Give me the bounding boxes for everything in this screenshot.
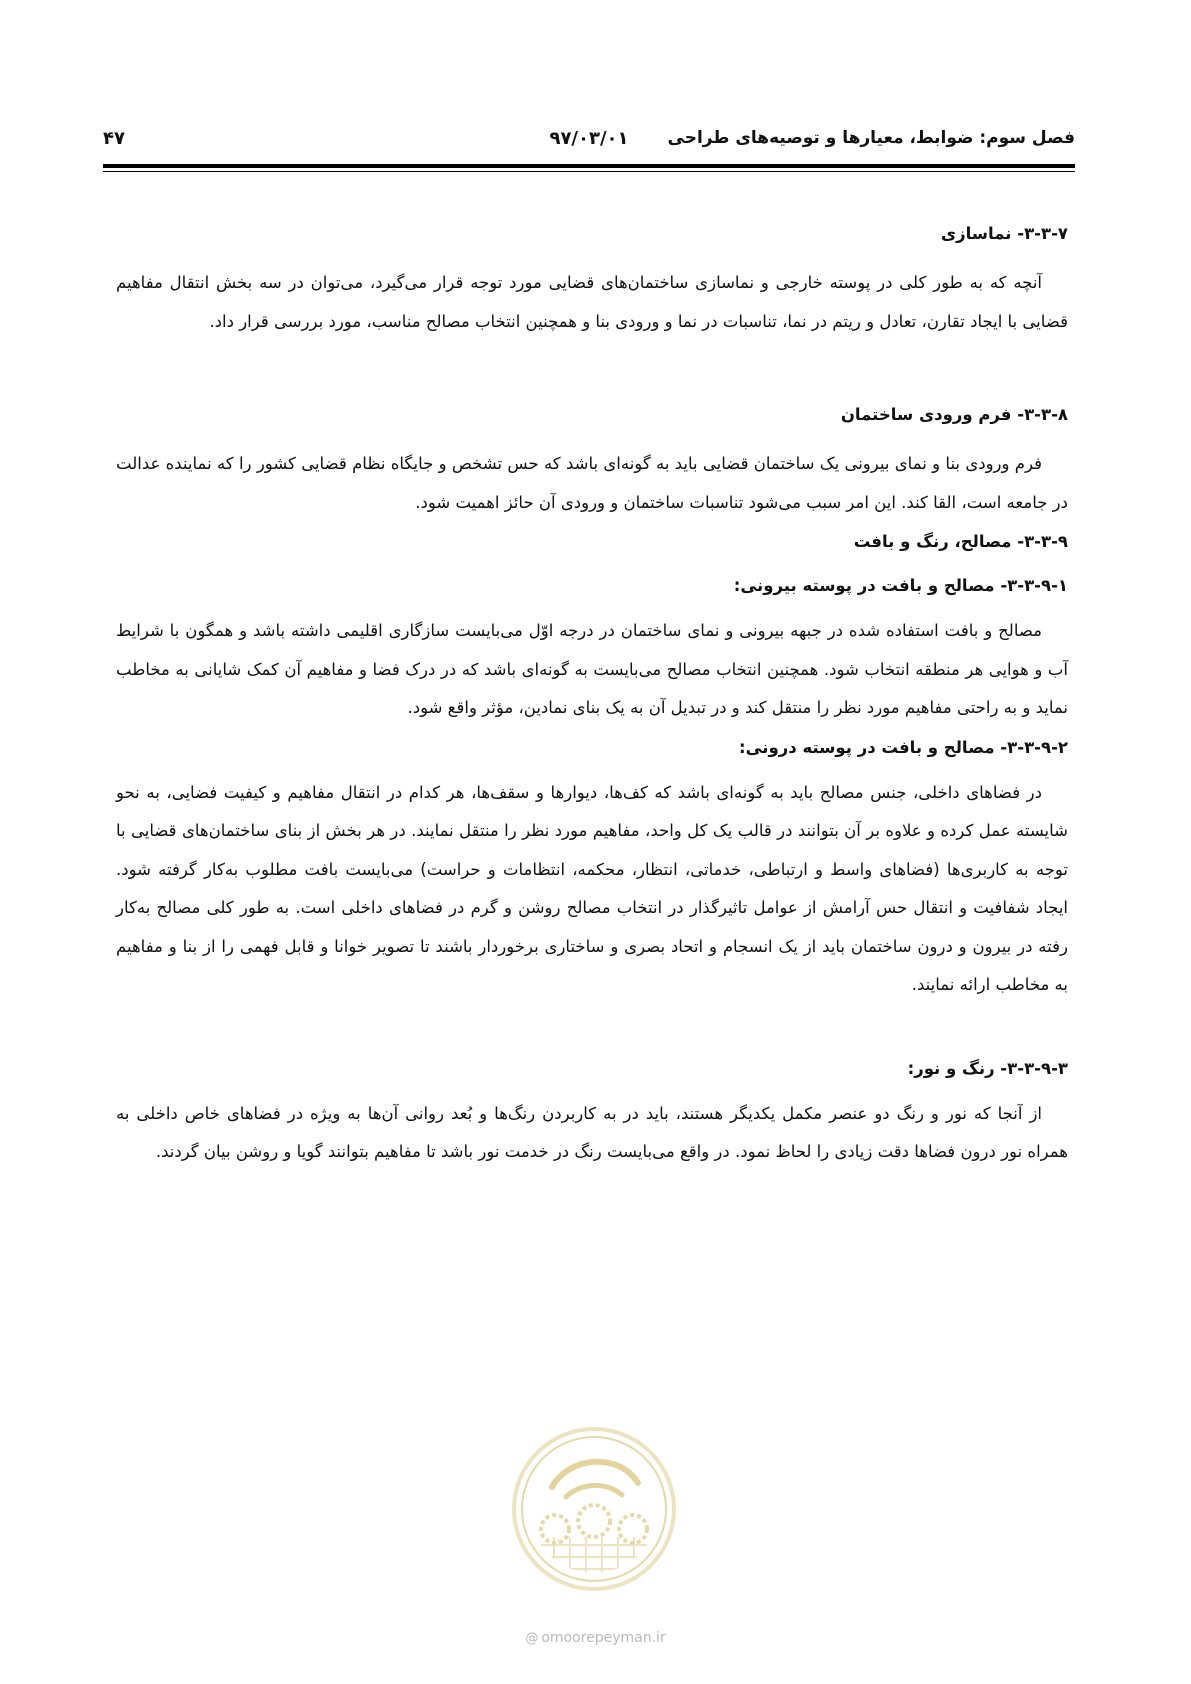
section-heading-interior-materials: ۳-۳-۹-۲- مصالح و بافت در پوسته درونی: (738, 737, 1068, 757)
chapter-title: فصل سوم: ضوابط، معیارها و توصیه‌های طراحی (667, 128, 1075, 148)
section-paragraph-facade: آنچه که به طور کلی در پوسته خارجی و نماسازی ساختمان‌های قضایی مورد توجه قرار می‌گیرد، می‌توان در سه بخش انتقال مفاهیم قضایی با ایجاد تقارن، تعادل و ریتم در نما، تناسبات در نما و ورودی بنا و همچنین انتخاب مصالح مناسب، مورد بررسی قرار داد. (116, 273, 1068, 331)
watermark-site (0, 1630, 1191, 1646)
page-number: ۴۷ (103, 128, 125, 149)
header-rule-thick (103, 164, 1075, 168)
section-paragraph-color-light: از آنجا که نور و رنگ دو عنصر مکمل یکدیگر هستند، باید در به کاربردن رنگ‌ها و بُعد روانی آن‌ها به ویژه در فضاهای خاص داخلی به همراه نور درون فضاها دقت زیادی را لحاظ نمود. در واقع می‌بایست رنگ در خدمت نور باشد تا مفاهیم بتوانند گویا و روشن بیان گردند. (116, 1103, 1068, 1161)
watermark-site-text: omoorepeyman.ir (541, 1630, 666, 1646)
page-header (103, 128, 1075, 162)
section-heading-entrance: ۳-۳-۸- فرم ورودی ساختمان (840, 405, 1068, 424)
section-paragraph-interior-materials: در فضاهای داخلی، جنس مصالح باید به گونه‌ای باشد که کف‌ها، دیوارها و سقف‌ها، هر کدام در انتقال مفاهیم و کیفیت فضایی، به نحو شایسته عمل کرده و علاوه بر آن بتوانند در قالب یک کل واحد، مفاهیم مورد نظر را منتقل نمایند. در هر بخش از بنای ساختمان‌های قضایی با توجه به کاربری‌ها (فضاهای واسط و ارتباطی، خدماتی، انتظار، محکمه، انتظامات و حراست) می‌بایست بافت مطلوب به‌کار گرفته شود. ایجاد شفافیت و انتقال حس آرامش از عوامل تاثیرگذار در انتخاب مصالح روشن و گرم در فضاهای داخلی است. به طور کلی مصالح به‌کار رفته در بیرون و درون ساختمان باید از یک انسجام و اتحاد بصری و ساختاری برخوردار باشند تا تصویر خوانا و قابل فهمی را از بنا و مفاهیم به مخاطب ارائه نمایند. (116, 782, 1068, 994)
section-paragraph-entrance: فرم ورودی بنا و نمای بیرونی یک ساختمان قضایی باید به گونه‌ای باشد که حس تشخص و جایگاه نظام قضایی کشور را که نماینده عدالت در جامعه است، القا کند. این امر سبب می‌شود تناسبات ساختمان و ورودی آن حائز اهمیت شود. (116, 454, 1068, 512)
header-rule-thin (103, 171, 1075, 172)
section-heading-color-light: ۳-۳-۹-۳- رنگ و نور: (907, 1058, 1068, 1078)
body-content (116, 222, 1068, 1172)
at-sign-icon: @ (525, 1631, 539, 1646)
section-heading-materials: ۳-۳-۹- مصالح، رنگ و بافت (853, 532, 1068, 551)
section-heading-exterior-materials: ۳-۳-۹-۱- مصالح و بافت در پوسته بیرونی: (733, 576, 1068, 595)
section-paragraph-exterior-materials: مصالح و بافت استفاده شده در جبهه بیرونی و نمای ساختمان در درجه اوّل می‌بایست سازگاری اقلیمی داشته باشد و همگون با شرایط آب و هوایی هر منطقه انتخاب شود. همچنین انتخاب مصالح می‌بایست به گونه‌ای باشد که در درک فضا و مفاهیم آن کمک شایانی به مخاطب نماید و به راحتی مفاهیم مورد نظر را منتقل کند و در تبدیل آن به یک بنای نمادین، مؤثر واقع شود. (116, 621, 1068, 717)
document-date: ۹۷/۰۳/۰۱ (549, 128, 629, 149)
section-heading-facade: ۳-۳-۷- نماسازی (940, 224, 1068, 243)
watermark-logo (510, 1425, 678, 1593)
